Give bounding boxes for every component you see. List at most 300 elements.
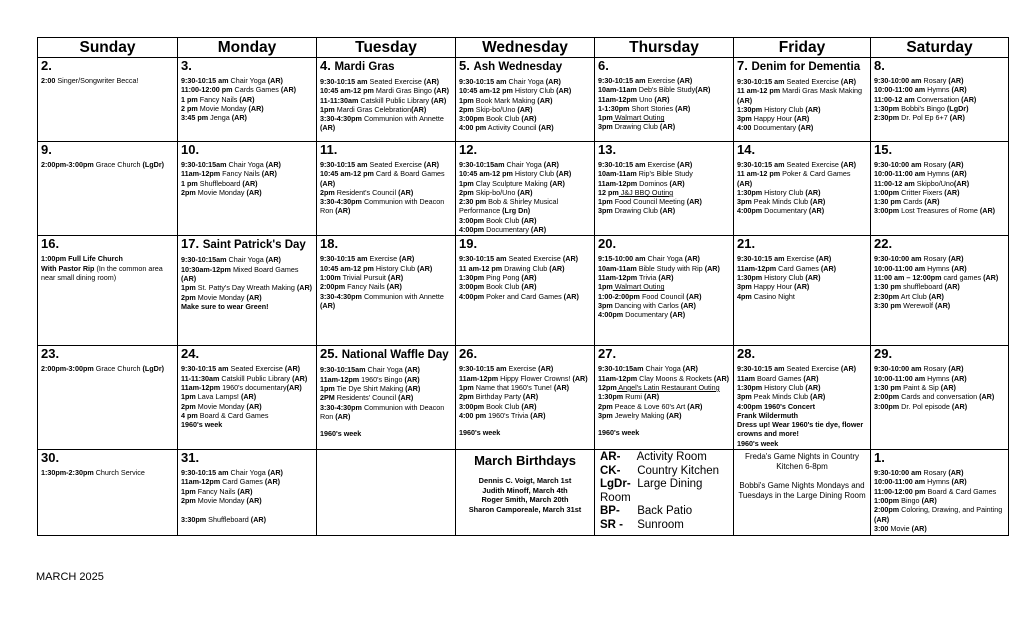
event-time: 3:30-4:30pm	[320, 114, 362, 124]
event-location: (AR)	[840, 364, 857, 374]
event-location: (AR)	[948, 468, 964, 478]
event-description: Short Stories	[629, 103, 676, 113]
event-description: Hippy Flower Crowns!	[498, 373, 573, 383]
event-time: 11am-12pm	[320, 374, 360, 384]
event-line	[320, 282, 452, 291]
day-number	[320, 59, 452, 74]
event-description: Dr. Pol episode	[899, 401, 952, 411]
event-line	[181, 160, 313, 169]
day-number	[598, 237, 730, 251]
event-line	[598, 179, 730, 188]
event-description: Church Service	[93, 468, 145, 478]
event-location: (AR)	[669, 178, 685, 188]
event-description: Bible Study with Rip	[636, 263, 705, 273]
event-line	[598, 197, 730, 206]
event-time: 9:30-10:15am	[459, 160, 505, 169]
event-description: Catskill Public Library	[358, 95, 432, 105]
event-location: (AR)	[556, 169, 572, 179]
date-label: 23.	[41, 346, 60, 362]
event-line	[874, 169, 1005, 178]
day-cell	[595, 236, 734, 346]
day-cell	[178, 346, 317, 450]
event-location: (AR)	[405, 383, 421, 393]
event-description: Book Mark Making	[473, 95, 538, 105]
day-number	[459, 347, 591, 361]
event-time: 10am-11am	[598, 85, 637, 95]
date-label: 16.	[41, 236, 60, 252]
day-cell	[38, 58, 178, 142]
legend-value: Back Patio	[637, 505, 693, 518]
event-description: Skipbo/Uno	[914, 178, 954, 188]
day-number	[181, 451, 313, 465]
day-title: Mardi Gras	[334, 61, 395, 73]
event-time: 2:30pm	[874, 291, 900, 301]
event-description: Chair Yoga	[228, 468, 268, 478]
event-location: (AR)	[810, 197, 826, 207]
day-cell	[871, 236, 1009, 346]
event-line	[598, 188, 730, 197]
event-line	[41, 364, 174, 373]
event-location: (AR)	[417, 263, 433, 273]
event-time: 11:00 am – 12:00pm	[874, 272, 942, 282]
event-description: Shuffleboard	[206, 514, 251, 524]
event-time: 11:00-12 am	[874, 94, 915, 104]
event-description: Documentary	[484, 225, 531, 235]
event-line	[459, 114, 591, 123]
event-time: 2:00pm	[874, 505, 900, 515]
event-location: (AR)	[265, 160, 281, 169]
event-location: (AR)	[563, 291, 579, 301]
event-time: 1:30pm	[737, 187, 763, 197]
event-line	[874, 282, 1005, 291]
event-line	[598, 169, 730, 178]
event-description: Book Club	[484, 114, 522, 124]
event-description: Seated Exercise	[367, 77, 424, 86]
event-description: Seated Exercise	[784, 160, 841, 169]
event-description: Seated Exercise	[784, 77, 841, 86]
event-location: (AR)	[820, 263, 837, 273]
event-location: (AR)	[237, 486, 253, 496]
event-location: (AR)	[280, 85, 297, 95]
event-line	[874, 487, 1005, 496]
event-description: Chair Yoga	[365, 365, 405, 375]
event-line	[598, 374, 730, 383]
event-line	[598, 85, 730, 94]
event-time: 2:30 pm	[459, 197, 487, 207]
event-location: (LgDr)	[142, 160, 165, 169]
event-time: 1 pm	[181, 178, 198, 188]
event-description: Hymns	[925, 263, 952, 273]
event-time: 4pm	[737, 291, 752, 301]
date-label: 2.	[41, 58, 52, 73]
event-location: (AR)	[704, 263, 720, 273]
event-time: 3pm	[737, 282, 752, 292]
event-time: 1pm	[181, 283, 196, 293]
event-line	[874, 160, 1005, 169]
event-location: (AR)	[951, 263, 967, 273]
event-location: (AR)	[267, 76, 283, 85]
event-location: (AR)	[537, 95, 553, 105]
event-location: (AR)	[951, 401, 968, 411]
header-friday: Friday	[734, 38, 871, 58]
event-location: (AR)	[242, 178, 258, 188]
event-location: (AR)	[840, 160, 857, 169]
event-location: (AR)	[951, 85, 967, 95]
event-description: Exercise	[645, 160, 678, 169]
event-location: (LgDr)	[946, 103, 969, 113]
event-location: (AR)	[921, 495, 937, 505]
event-line	[598, 160, 730, 169]
event-description: Poker and Card Games	[484, 291, 564, 301]
event-description: Chair Yoga	[226, 160, 266, 169]
event-time: 9:30-10:15 am	[737, 364, 785, 374]
event-time: 3:30-4:30pm	[320, 197, 362, 207]
event-location: (LgDr)	[142, 364, 165, 374]
event-time: 9:30-10:15 am	[598, 76, 646, 85]
event-location: (AR)	[935, 300, 951, 310]
event-line	[320, 96, 452, 105]
event-line	[874, 197, 1005, 206]
event-time: 1:30pm-2:30pm	[41, 468, 94, 478]
event-time: 1pm	[181, 392, 196, 402]
event-location: (AR)	[521, 114, 537, 124]
event-line	[737, 123, 867, 132]
event-description: Paint & Sip	[901, 382, 941, 392]
event-time: 11am-12pm	[598, 272, 638, 282]
event-line	[737, 169, 867, 188]
empty-cell	[317, 450, 456, 536]
event-time: 1:00pm	[874, 495, 900, 505]
event-description: Lost Treasures of Rome	[899, 206, 980, 216]
event-description: Fancy Nails	[195, 486, 238, 496]
date-label: 5.	[459, 58, 470, 73]
event-line	[737, 282, 867, 291]
event-location: (AR)	[948, 254, 964, 264]
event-line	[737, 86, 867, 105]
event-description: Trivia	[637, 272, 659, 282]
event-line	[320, 264, 452, 273]
day-cell	[734, 142, 871, 236]
event-description: Mixed Board Games	[230, 264, 299, 274]
event-line	[459, 292, 591, 301]
event-time: 3pm	[737, 392, 752, 402]
event-location: (AR)	[961, 94, 977, 104]
event-location: (AR)	[805, 187, 821, 197]
day-cell	[317, 346, 456, 450]
event-location: (AR)	[924, 197, 940, 207]
event-time: 11 am-12 pm	[737, 86, 781, 96]
event-location: (AR)	[261, 169, 277, 179]
event-time: 9:30-10:15 am	[598, 160, 646, 169]
event-location: (AR)	[517, 187, 533, 197]
event-line	[181, 179, 313, 188]
event-time: 9:30-10:15 am	[459, 364, 507, 374]
header-saturday: Saturday	[871, 38, 1009, 58]
event-location: (AR)	[549, 178, 565, 188]
event-description: (In the common area near small dining room)	[41, 263, 163, 282]
event-location: (AR)	[239, 94, 255, 104]
event-time: 2:00pm-3:00pm	[41, 160, 94, 169]
event-location: (AR)	[549, 263, 565, 273]
event-time: 1:30pm	[737, 382, 763, 392]
week-row	[38, 58, 1009, 142]
birthday-name: Dennis C. Voigt, March 1st	[478, 476, 572, 486]
event-description: Card Games	[220, 477, 265, 487]
header-sunday: Sunday	[38, 38, 178, 58]
event-line	[181, 283, 313, 292]
event-location: (AR)	[231, 113, 247, 123]
event-line	[874, 496, 1005, 505]
event-line	[737, 374, 867, 383]
legend-key: SR -	[600, 518, 623, 531]
event-description: Rosary	[921, 364, 949, 374]
event-location: (AR)	[737, 178, 753, 188]
event-time: 2pm	[459, 187, 474, 197]
event-location: (AR)	[240, 392, 257, 402]
event-line	[737, 402, 867, 411]
event-description: Mardi Gras Celebration	[334, 104, 412, 114]
event-location: (AR)	[530, 410, 546, 420]
event-description: Fancy Nails	[220, 169, 262, 179]
birthdays-title: March Birthdays	[474, 453, 576, 469]
event-location: (AR)	[666, 410, 682, 420]
event-location: (AR)	[805, 382, 821, 392]
event-description: Food Council Meeting	[612, 197, 687, 207]
date-label: 20.	[598, 236, 617, 252]
day-number	[181, 347, 313, 361]
event-time: 1960's week	[737, 438, 779, 448]
event-location: (AR)	[874, 514, 890, 524]
event-line	[598, 254, 730, 263]
event-location: (AR)	[431, 95, 447, 105]
event-line	[737, 105, 867, 114]
event-line	[737, 364, 867, 373]
event-description: Deb's Bible Study	[636, 85, 696, 95]
event-location: (AR)	[530, 225, 547, 235]
event-line	[737, 273, 867, 282]
event-description: Name that 1960's Tune!	[473, 382, 554, 392]
event-time: 2 pm	[181, 103, 198, 113]
event-line	[181, 364, 313, 373]
legend-key: AR-	[600, 451, 621, 464]
event-time: 11:00-12:00 pm	[874, 486, 926, 496]
event-location: (AR)	[553, 382, 570, 392]
day-cell	[317, 58, 456, 142]
event-description: Dr. Pol Ep 6+7	[899, 113, 950, 123]
event-line	[598, 104, 730, 113]
event-line	[181, 104, 313, 113]
event-line	[181, 255, 313, 264]
event-location: (AR)	[928, 291, 944, 301]
event-description: Exercise	[645, 76, 678, 85]
event-time: 1:30pm	[459, 272, 485, 282]
event-time: 9:30-10:15 am	[320, 160, 368, 169]
event-time: 11 am-12 pm	[459, 263, 503, 273]
week-row	[38, 450, 1009, 536]
event-line	[874, 524, 1005, 533]
event-time: 1:30pm	[737, 272, 763, 282]
event-time: Dress up! Wear 1960's tie dye, flower crowns and more!	[737, 420, 864, 439]
date-label: 1.	[874, 450, 885, 466]
event-line	[181, 265, 313, 284]
event-line	[459, 225, 591, 234]
week-row	[38, 346, 1009, 450]
week-theme-note: 1960's week	[598, 428, 640, 438]
event-line	[181, 505, 313, 514]
day-cell	[456, 346, 595, 450]
event-time: 1:30 pm	[874, 282, 902, 292]
event-location: (AR)	[404, 365, 420, 375]
day-cell	[734, 346, 871, 450]
event-time: 11:00-12 am	[874, 178, 915, 188]
day-cell	[317, 142, 456, 236]
month-label: MARCH 2025	[36, 571, 104, 583]
event-line	[598, 310, 730, 319]
event-time: 1:30pm	[874, 103, 900, 113]
event-location: (AR)	[686, 291, 702, 301]
day-number	[874, 59, 1005, 73]
day-cell	[38, 346, 178, 450]
event-time: 1pm	[598, 113, 613, 123]
event-location: (AR)	[675, 103, 691, 113]
event-description: Fancy Nails	[345, 282, 387, 292]
event-location: (AR)	[562, 254, 579, 264]
event-line	[320, 160, 452, 169]
date-label: 15.	[874, 142, 893, 157]
event-line	[459, 411, 591, 420]
event-description: Movie Monday	[195, 187, 247, 197]
event-description: History Club	[762, 104, 806, 114]
event-description: Book Club	[484, 282, 522, 292]
event-description: Singer/Songwriter Becca!	[55, 76, 139, 85]
legend-key: CK-	[600, 464, 621, 477]
event-description: Rosary	[921, 160, 949, 169]
event-line	[459, 179, 591, 188]
event-location: (AR)	[810, 392, 826, 402]
event-description: J&J BBQ Outing	[618, 187, 674, 197]
event-description: Seated Exercise	[228, 364, 285, 374]
event-description: 1960's Bingo	[359, 374, 405, 384]
date-label: 26.	[459, 346, 478, 362]
day-number	[459, 237, 591, 251]
event-location: (AR)	[522, 392, 539, 402]
event-time: 4:00pm 1960's Concert	[737, 401, 816, 411]
event-time: 4:00 pm	[459, 410, 487, 420]
event-time: 2pm	[181, 401, 196, 411]
event-location: (AR)	[335, 411, 351, 421]
day-cell	[871, 58, 1009, 142]
event-line	[737, 77, 867, 86]
date-label: 27.	[598, 346, 617, 362]
event-description: Book Club	[484, 401, 522, 411]
event-description: Food Council	[639, 291, 687, 301]
event-time: 10:45 am-12 pm	[320, 263, 374, 273]
day-cell	[595, 142, 734, 236]
day-cell	[38, 450, 178, 536]
event-line	[459, 282, 591, 291]
event-line	[41, 76, 174, 85]
event-line	[459, 374, 591, 383]
event-description: History Club	[762, 272, 806, 282]
event-location: (AR)	[284, 364, 301, 374]
event-time: 11am-12pm	[181, 382, 221, 392]
day-cell	[178, 236, 317, 346]
day-title: National Waffle Day	[341, 349, 449, 362]
day-number	[737, 347, 867, 361]
event-description: Walmart Outing	[612, 113, 665, 123]
event-line	[598, 364, 730, 373]
event-location: (AR)	[682, 364, 698, 374]
event-time: Frank Wildermuth	[737, 410, 799, 420]
event-time: 9:30-10:15 am	[181, 76, 229, 85]
legend-value: Country Kitchen	[637, 464, 720, 477]
event-location: (AR)	[911, 523, 927, 533]
event-time: 9:30-10:15am	[320, 365, 366, 375]
event-line	[181, 293, 313, 302]
day-number	[874, 143, 1005, 157]
event-line	[874, 374, 1005, 383]
event-location: (AR)	[246, 495, 262, 505]
week-row	[38, 142, 1009, 236]
event-description: Documentary	[623, 310, 670, 320]
event-time: 1pm	[459, 382, 474, 392]
legend-item	[598, 478, 730, 505]
event-line	[459, 188, 591, 197]
event-line	[598, 282, 730, 291]
event-time: 1960's week	[181, 420, 223, 430]
event-time: 3pm	[598, 410, 613, 420]
event-description: Peak Minds Club	[751, 392, 811, 402]
event-time: 10:00-11:00 am	[874, 263, 926, 273]
event-time: 3:00pm	[874, 206, 900, 216]
event-line	[874, 179, 1005, 188]
event-time: 2:00pm	[320, 282, 346, 292]
day-number	[320, 347, 452, 362]
event-line	[737, 420, 867, 439]
legend-cell	[595, 450, 734, 536]
event-location: (AR)	[248, 103, 264, 113]
event-line	[737, 411, 867, 420]
event-line	[874, 402, 1005, 411]
event-description: 1960's documentary	[220, 382, 287, 392]
date-label: 25.	[320, 346, 339, 362]
event-location: (AR)	[940, 382, 956, 392]
event-time: 9:30-10:15 am	[737, 160, 785, 169]
event-location: (AR)	[538, 123, 554, 133]
date-label: 6.	[598, 58, 609, 73]
event-line	[320, 197, 452, 216]
event-description: St. Patty's Day Wreath Making	[195, 283, 297, 293]
event-time: 10am-11am	[598, 263, 637, 273]
event-description: History Club	[512, 169, 557, 179]
event-description: Rosary	[921, 254, 949, 264]
event-time: 3pm	[737, 197, 752, 207]
day-cell	[871, 142, 1009, 236]
event-time: 1pm	[459, 95, 474, 105]
event-description: Grace Church	[93, 160, 143, 169]
event-line	[874, 505, 1005, 524]
event-description: Communion with Annette	[361, 114, 444, 124]
event-location: (AR)	[948, 76, 964, 85]
event-description: Chair Yoga	[506, 77, 546, 86]
event-line	[181, 374, 313, 383]
event-description: History Club	[762, 382, 806, 392]
event-location: (AR)	[808, 206, 825, 216]
day-number	[874, 237, 1005, 251]
day-number	[874, 347, 1005, 361]
calendar-grid	[37, 37, 1009, 536]
event-line	[459, 254, 591, 263]
